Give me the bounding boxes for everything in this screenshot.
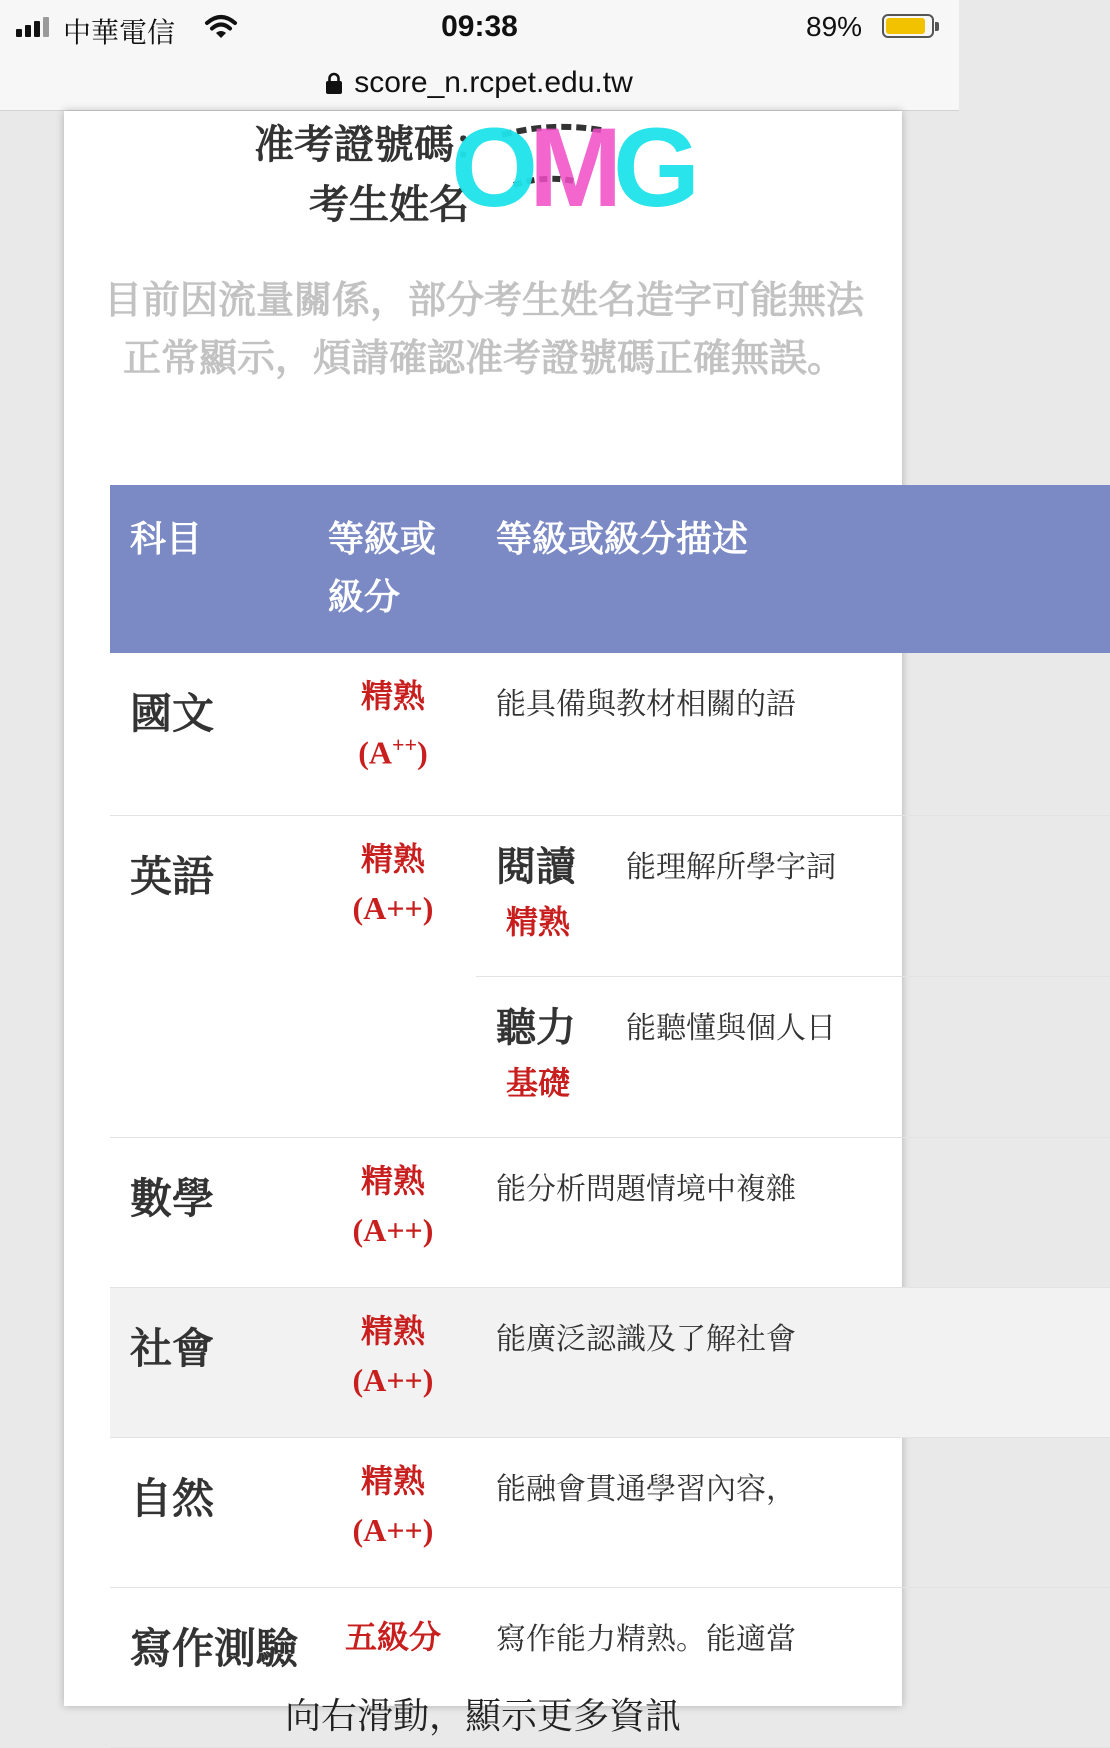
subject-name: 國文 [110,653,310,815]
svg-text:M: M [529,105,623,230]
level-label: 五級分 [344,1617,441,1656]
table-row [110,1137,1110,1287]
header-description: 等級或級分描述 [476,485,1110,653]
level-cell [310,815,476,1137]
level-label: 精熟 [360,839,425,878]
subject-name: 寫作測驗 [110,1587,310,1747]
table-row [110,1287,1110,1437]
carrier-name: 中華電信 [63,17,176,48]
traffic-notice: 目前因流量關係，部分考生姓名造字可能無法正常顯示，煩請確認准考證號碼正確無誤。 [104,278,865,380]
level-label: 精熟 [360,1461,425,1500]
scroll-hint: 向右滑動，顯示更多資訊 [284,1696,681,1737]
url-text[interactable]: score_n.rcpet.edu.tw [354,66,633,99]
address-bar[interactable] [0,56,959,111]
level-label: 精熟 [360,677,425,715]
lock-icon [326,72,342,94]
description-text: 能融會貫通學習內容， [476,1437,1110,1587]
subject-name: 數學 [110,1137,310,1287]
sub-score-level: 精熟 [506,902,571,941]
description-text: 寫作能力精熟。能適當 [476,1587,1110,1747]
sub-score-name: 閱讀 [496,843,576,890]
description-text: 能分析問題情境中複雜 [476,1137,1110,1287]
grade-label: (A++) [352,889,434,926]
level-label: 精熟 [360,1311,425,1350]
level-cell [310,1287,476,1437]
sub-score-reading [476,816,1110,976]
subject-name: 社會 [110,1287,310,1437]
score-card [64,105,902,1737]
grade-label: (A++) [352,1211,434,1248]
grade-label: (A++) [358,732,428,771]
clock: 09:38 [441,10,518,43]
subject-name: 自然 [110,1437,310,1587]
omg-sticker-icon [451,105,711,230]
table-row [110,1437,1110,1587]
score-table [110,485,1110,1748]
status-bar [0,0,959,56]
battery-icon [882,14,934,38]
description-split-cell [476,815,1110,1137]
description-text: 能廣泛認識及了解社會 [476,1287,1110,1437]
grade-label: (A++) [352,1511,434,1548]
table-row [110,653,1110,815]
grade-label: (A++) [352,1361,434,1398]
subject-name: 英語 [110,815,310,1137]
level-cell [310,1437,476,1587]
level-cell [310,1137,476,1287]
sub-score-description: 能聽懂與個人日 [626,1010,836,1046]
level-label: 精熟 [360,1161,425,1200]
sub-score-name: 聽力 [496,1004,576,1051]
description-text: 能具備與教材相關的語 [476,653,1110,815]
sub-score-listening [476,976,1110,1137]
examinee-name-label: 考生姓名 [309,182,469,228]
svg-text:O: O [451,105,539,230]
header-level: 等級或級分 [310,485,476,653]
level-cell [310,653,476,815]
header-subject: 科目 [110,485,310,653]
score-table-scroll[interactable] [110,485,854,1725]
ticket-number-label: 准考證號碼： [254,122,494,168]
svg-text:G: G [613,105,701,230]
sub-score-description: 能理解所學字詞 [626,849,836,885]
table-row [110,815,1110,1137]
sub-score-level: 基礎 [506,1063,571,1102]
battery-percent: 89% [806,11,863,42]
